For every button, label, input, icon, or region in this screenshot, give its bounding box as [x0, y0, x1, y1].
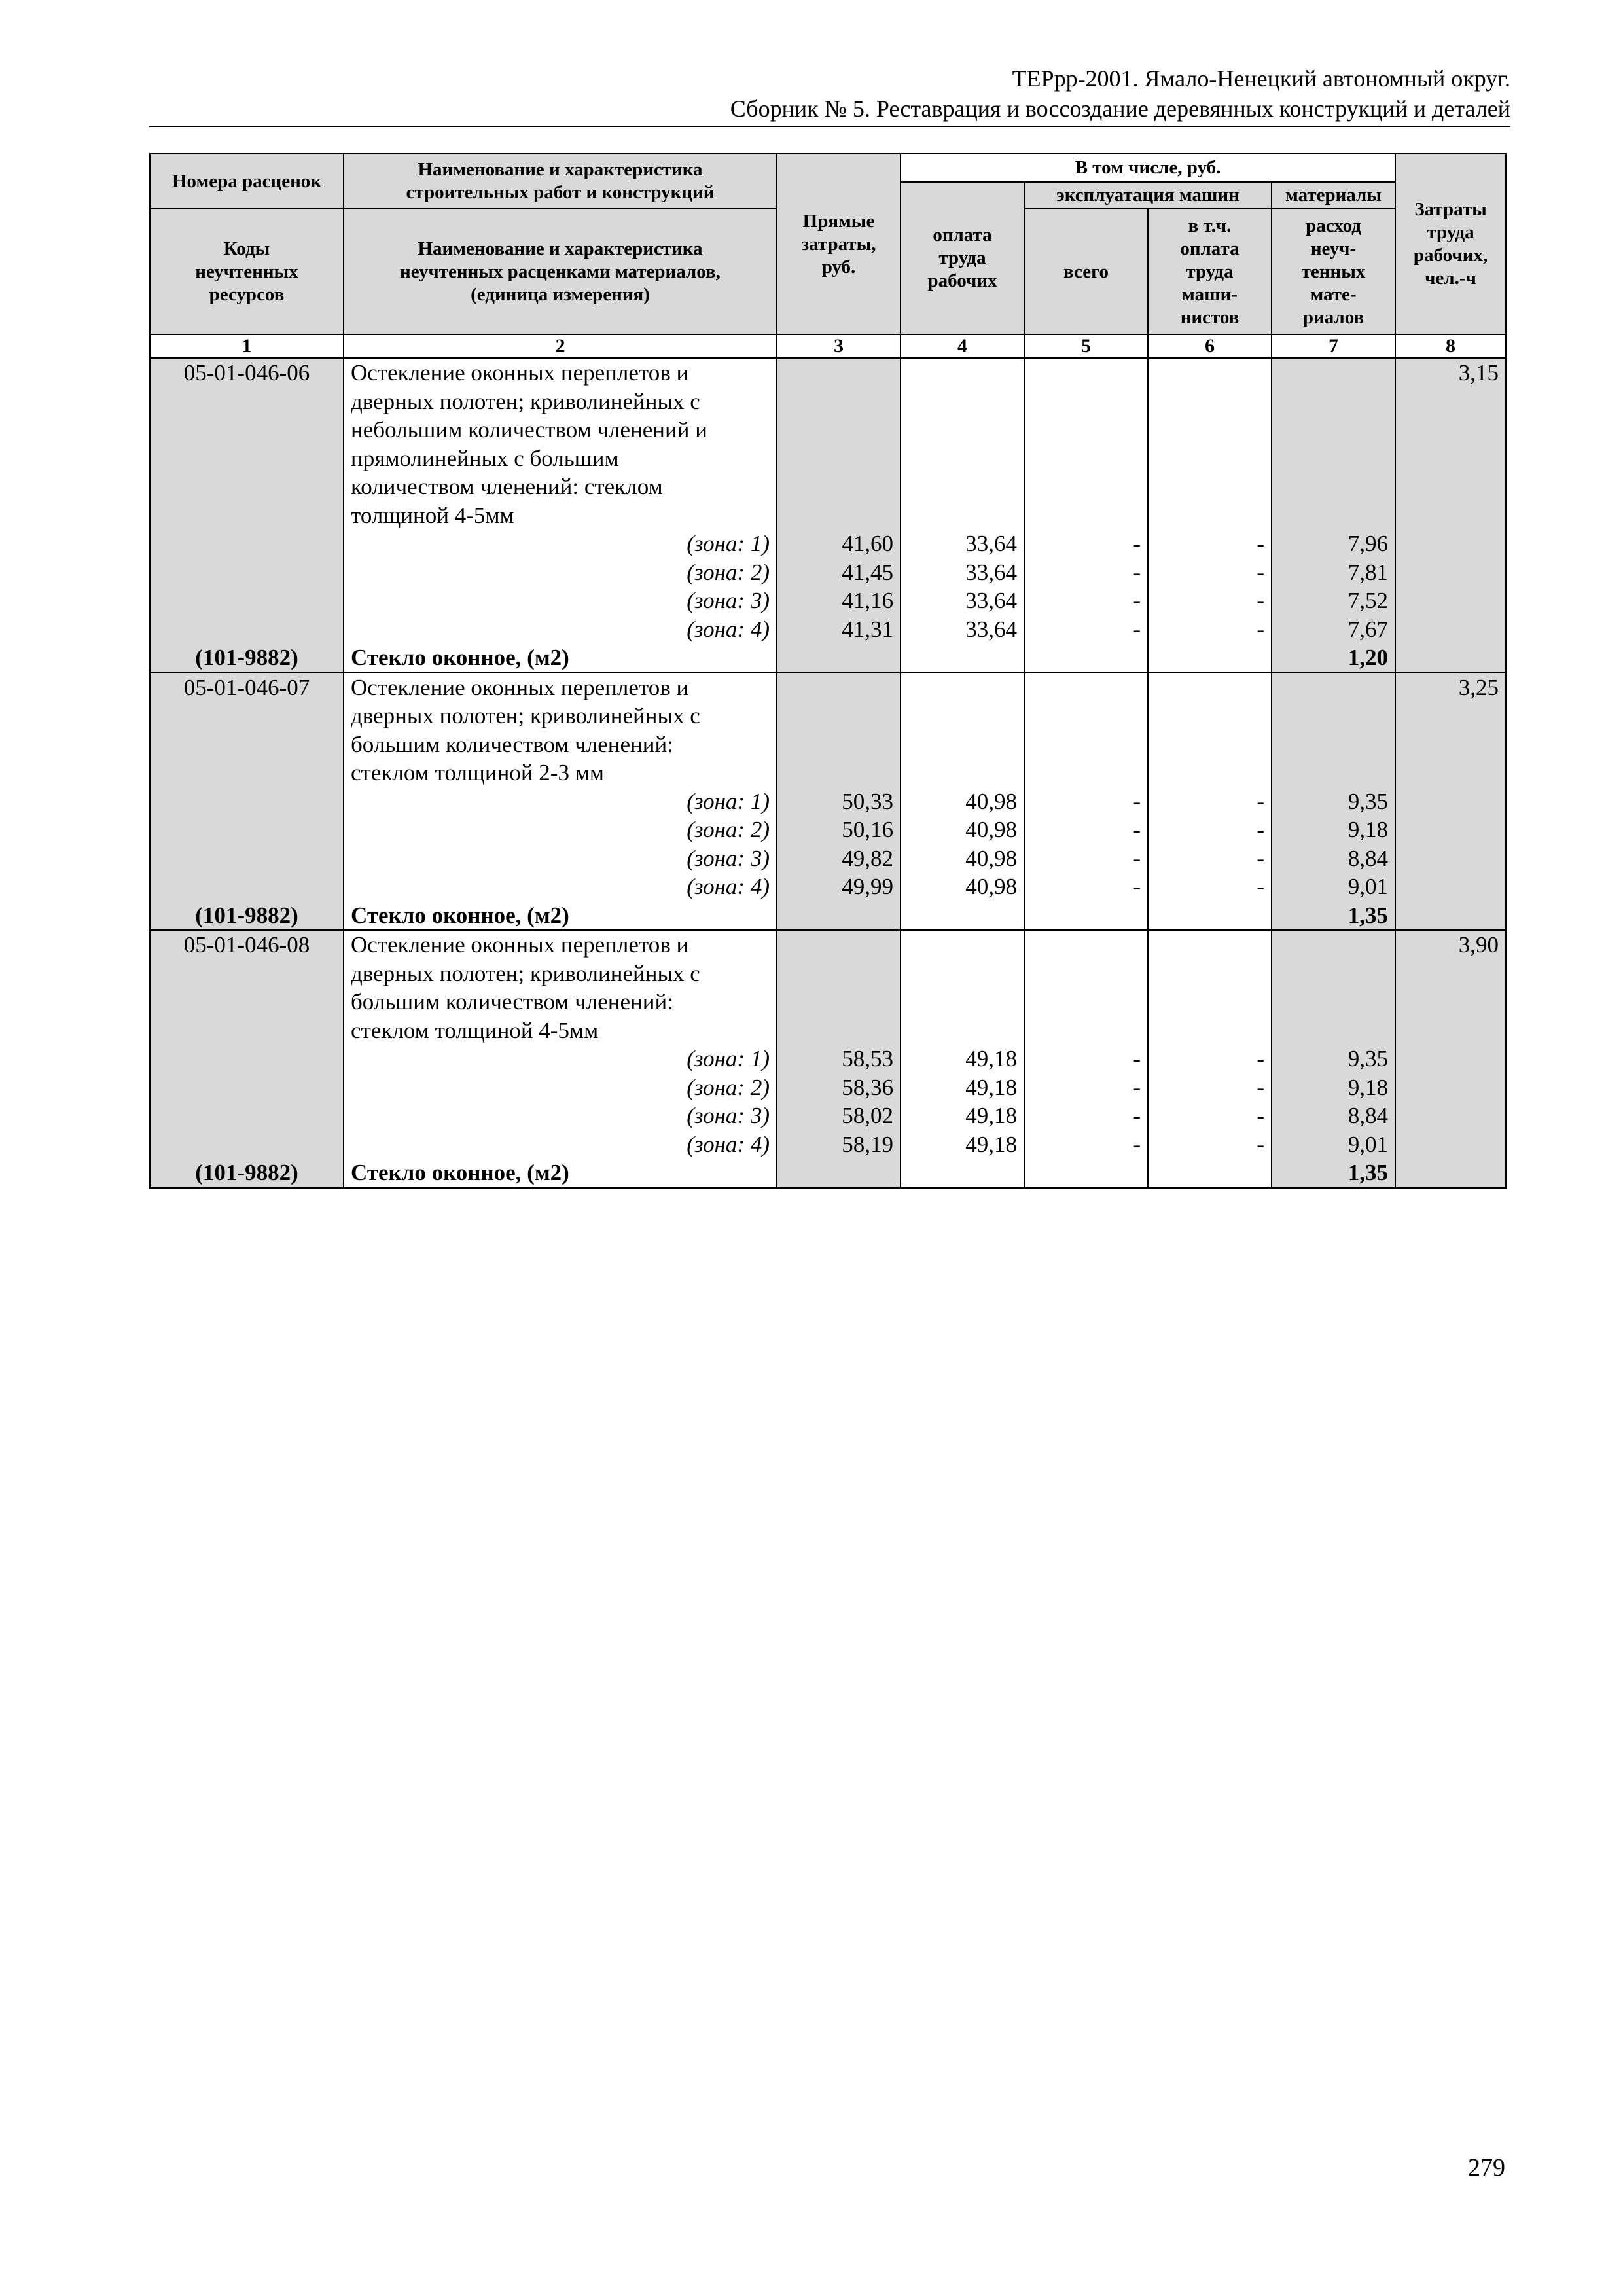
material-cost: 9,35: [1347, 788, 1389, 814]
machinist-wage: -: [1257, 1131, 1264, 1157]
column-number-row: [150, 334, 1506, 358]
direct-cost: 58,19: [842, 1131, 893, 1157]
machine-total-cell: [1024, 930, 1148, 1188]
rates-table: [149, 153, 1507, 1189]
resource-quantity: 1,35: [1347, 1160, 1389, 1185]
zone-label: (зона: 3): [687, 1103, 770, 1128]
zone-label: (зона: 3): [687, 588, 770, 613]
direct-cost: 58,53: [842, 1046, 893, 1071]
worker-wage: 33,64: [965, 531, 1017, 556]
rate-block: [150, 673, 1506, 931]
worker-wage: 40,98: [965, 845, 1017, 871]
zone-label: (зона: 1): [687, 788, 770, 814]
header-work-name: Наименование и характеристика строительных работ и конструкций: [344, 154, 777, 209]
direct-cost: 58,36: [842, 1074, 893, 1100]
zone-label: (зона: 4): [687, 1131, 770, 1157]
machine-total: -: [1133, 1046, 1141, 1071]
rate-name-cell: [344, 358, 777, 673]
material-cost: 9,18: [1347, 1074, 1389, 1100]
column-number: 4: [901, 334, 1024, 358]
direct-cost: 58,02: [842, 1103, 893, 1128]
work-description-line: толщиной 4-5мм: [351, 502, 514, 528]
worker-wage: 33,64: [965, 616, 1017, 642]
running-header-title: ТЕРрр-2001. Ямало-Ненецкий автономный округ.: [1012, 65, 1510, 92]
work-description-line: количеством членений: стеклом: [351, 474, 663, 499]
rate-row: [150, 930, 1506, 1188]
page-number: 279: [1468, 2154, 1505, 2181]
zone-label: (зона: 1): [687, 1046, 770, 1071]
column-number: 3: [777, 334, 901, 358]
header-labor-costs: Затраты труда рабочих, чел.-ч: [1395, 154, 1506, 334]
material-cost-cell: [1272, 673, 1395, 931]
material-cost: 7,67: [1347, 616, 1389, 642]
header-including-group: В том числе, руб.: [901, 154, 1395, 182]
direct-cost: 49,82: [842, 845, 893, 871]
rate-name-cell: [344, 673, 777, 931]
material-cost-cell: [1272, 930, 1395, 1188]
material-cost-cell: [1272, 358, 1395, 673]
machinist-wage: -: [1257, 588, 1264, 613]
header-material-name: Наименование и характеристика неучтенных расценками материалов, (единица измерения): [344, 209, 777, 334]
resource-code: (101-9882): [195, 1160, 298, 1185]
labor-cost-cell: [1395, 930, 1506, 1188]
rate-code-cell: [150, 358, 344, 673]
direct-cost-cell: [777, 358, 901, 673]
machinist-wage: -: [1257, 1103, 1264, 1128]
labor-cost: 3,15: [1458, 360, 1499, 386]
header-machinist-wages: в т.ч. оплата труда маши- нистов: [1148, 209, 1272, 334]
machine-total: -: [1133, 1103, 1141, 1128]
material-cost: 8,84: [1347, 845, 1389, 871]
machine-total: -: [1133, 788, 1141, 814]
material-cost: 7,96: [1347, 531, 1389, 556]
machinist-wage: -: [1257, 531, 1264, 556]
machinist-wage-cell: [1148, 930, 1272, 1188]
machine-total-cell: [1024, 673, 1148, 931]
zone-label: (зона: 4): [687, 874, 770, 899]
work-description-line: большим количеством членений:: [351, 989, 673, 1014]
machinist-wage-cell: [1148, 358, 1272, 673]
work-description-line: дверных полотен; криволинейных с: [351, 703, 700, 728]
machine-total: -: [1133, 1131, 1141, 1157]
work-description-line: дверных полотен; криволинейных с: [351, 388, 700, 414]
work-description-line: стеклом толщиной 2-3 мм: [351, 760, 604, 785]
direct-cost: 41,31: [842, 616, 893, 642]
machine-total: -: [1133, 531, 1141, 556]
machine-total: -: [1133, 874, 1141, 899]
worker-wage: 33,64: [965, 559, 1017, 585]
zone-label: (зона: 2): [687, 817, 770, 842]
material-cost: 9,35: [1347, 1046, 1389, 1071]
resource-name: Стекло оконное, (м2): [351, 902, 569, 928]
direct-cost: 49,99: [842, 874, 893, 899]
resource-name: Стекло оконное, (м2): [351, 1160, 569, 1185]
header-direct-costs: Прямые затраты, руб.: [777, 154, 901, 334]
machine-total: -: [1133, 559, 1141, 585]
direct-cost-cell: [777, 673, 901, 931]
rate-block: [150, 930, 1506, 1188]
machine-total: -: [1133, 845, 1141, 871]
header-resource-codes: Коды неучтенных ресурсов: [150, 209, 344, 334]
work-description-line: Остекление оконных переплетов и: [351, 674, 689, 700]
direct-cost: 50,16: [842, 817, 893, 842]
header-materials: материалы: [1272, 182, 1395, 209]
work-description-line: дверных полотен; криволинейных с: [351, 960, 700, 986]
labor-cost: 3,90: [1458, 932, 1499, 958]
machine-total: -: [1133, 588, 1141, 613]
zone-label: (зона: 2): [687, 559, 770, 585]
zone-label: (зона: 1): [687, 531, 770, 556]
direct-cost: 50,33: [842, 788, 893, 814]
worker-wage: 49,18: [965, 1074, 1017, 1100]
machine-total: -: [1133, 1074, 1141, 1100]
work-description-line: стеклом толщиной 4-5мм: [351, 1017, 599, 1043]
zone-label: (зона: 4): [687, 616, 770, 642]
resource-name: Стекло оконное, (м2): [351, 645, 569, 670]
direct-cost: 41,16: [842, 588, 893, 613]
material-cost: 9,01: [1347, 1131, 1389, 1157]
worker-wage-cell: [901, 930, 1024, 1188]
worker-wage-cell: [901, 673, 1024, 931]
machinist-wage: -: [1257, 845, 1264, 871]
header-machines-total: всего: [1024, 209, 1148, 334]
machinist-wage: -: [1257, 616, 1264, 642]
direct-cost: 41,45: [842, 559, 893, 585]
worker-wage: 40,98: [965, 874, 1017, 899]
header-worker-wages: оплата труда рабочих: [901, 182, 1024, 334]
machinist-wage: -: [1257, 559, 1264, 585]
column-number: 1: [150, 334, 344, 358]
rate-code-cell: [150, 673, 344, 931]
machine-total-cell: [1024, 358, 1148, 673]
worker-wage: 40,98: [965, 788, 1017, 814]
header-machine-operation: эксплуатация машин: [1024, 182, 1272, 209]
work-description-line: Остекление оконных переплетов и: [351, 360, 689, 386]
rate-code: 05-01-046-06: [183, 360, 310, 386]
rate-row: [150, 673, 1506, 931]
machinist-wage: -: [1257, 1074, 1264, 1100]
labor-cost: 3,25: [1458, 674, 1499, 700]
rate-block: [150, 358, 1506, 673]
machinist-wage: -: [1257, 817, 1264, 842]
worker-wage: 49,18: [965, 1103, 1017, 1128]
work-description-line: большим количеством членений:: [351, 731, 673, 757]
machine-total: -: [1133, 817, 1141, 842]
header-material-consumption: расход неуч- тенных мате- риалов: [1272, 209, 1395, 334]
machinist-wage: -: [1257, 874, 1264, 899]
resource-quantity: 1,35: [1347, 902, 1389, 928]
material-cost: 9,01: [1347, 874, 1389, 899]
work-description-line: Остекление оконных переплетов и: [351, 932, 689, 958]
column-number: 8: [1395, 334, 1506, 358]
table-header: [150, 154, 1506, 358]
worker-wage: 33,64: [965, 588, 1017, 613]
column-number: 2: [344, 334, 777, 358]
material-cost: 8,84: [1347, 1103, 1389, 1128]
machinist-wage: -: [1257, 788, 1264, 814]
column-number: 6: [1148, 334, 1272, 358]
material-cost: 9,18: [1347, 817, 1389, 842]
header-rate-numbers: Номера расценок: [150, 154, 344, 209]
column-number: 7: [1272, 334, 1395, 358]
material-cost: 7,81: [1347, 559, 1389, 585]
worker-wage-cell: [901, 358, 1024, 673]
worker-wage: 40,98: [965, 817, 1017, 842]
worker-wage: 49,18: [965, 1046, 1017, 1071]
direct-cost-cell: [777, 930, 901, 1188]
resource-quantity: 1,20: [1347, 645, 1389, 670]
material-cost: 7,52: [1347, 588, 1389, 613]
labor-cost-cell: [1395, 358, 1506, 673]
labor-cost-cell: [1395, 673, 1506, 931]
worker-wage: 49,18: [965, 1131, 1017, 1157]
work-description-line: прямолинейных с большим: [351, 445, 619, 471]
column-number: 5: [1024, 334, 1148, 358]
rate-code-cell: [150, 930, 344, 1188]
rate-code: 05-01-046-07: [183, 674, 310, 700]
rate-row: [150, 358, 1506, 673]
zone-label: (зона: 3): [687, 845, 770, 871]
zone-label: (зона: 2): [687, 1074, 770, 1100]
machinist-wage-cell: [1148, 673, 1272, 931]
header-rule: [149, 126, 1510, 127]
resource-code: (101-9882): [195, 645, 298, 670]
running-header-subtitle: Сборник № 5. Реставрация и воссоздание деревянных конструкций и деталей: [730, 96, 1510, 122]
direct-cost: 41,60: [842, 531, 893, 556]
machinist-wage: -: [1257, 1046, 1264, 1071]
rate-code: 05-01-046-08: [183, 932, 310, 958]
resource-code: (101-9882): [195, 902, 298, 928]
work-description-line: небольшим количеством членений и: [351, 417, 707, 442]
machine-total: -: [1133, 616, 1141, 642]
rate-name-cell: [344, 930, 777, 1188]
